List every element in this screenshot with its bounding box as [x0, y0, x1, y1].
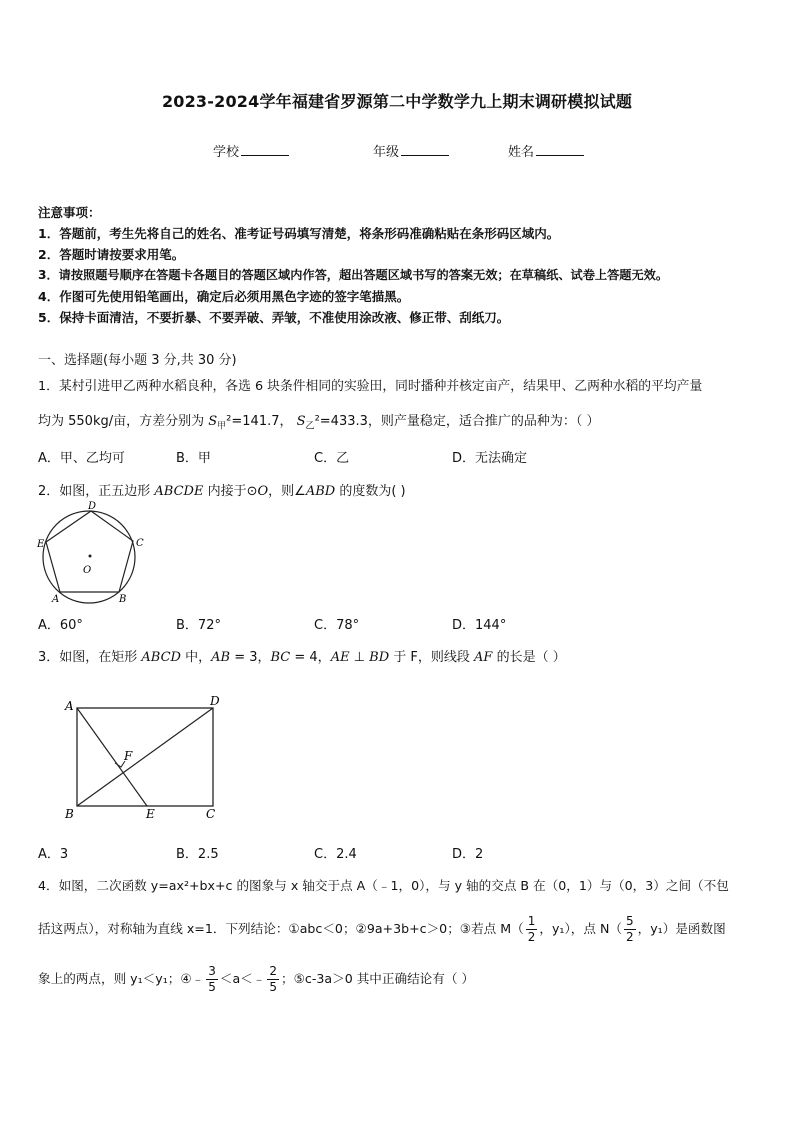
q3-rect-name: ABCD: [141, 650, 181, 665]
fraction-1: [206, 964, 218, 995]
note-item: 1．答题前，考生先将自己的姓名、准考证号码填写清楚，将条形码准确粘贴在条形码区域内。: [38, 226, 560, 241]
q2-circle-name: O: [257, 484, 269, 499]
label-b: B: [65, 807, 74, 821]
label-e: E: [37, 539, 45, 550]
page-title: 2023-2024学年福建省罗源第二中学数学九上期末调研模拟试题: [161, 92, 633, 111]
q1-variance-symbol: S: [208, 414, 218, 429]
diagonal-bd: [77, 708, 213, 806]
q2-option-a[interactable]: A．60°: [38, 618, 83, 633]
note-item: 3．请按照题号顺序在答题卡各题目的答题区域内作答，超出答题区域书写的答案无效；在草稿纸、试卷上答题无效。: [38, 268, 669, 282]
q4-stem-line2: [38, 906, 726, 952]
grade-field[interactable]: [373, 141, 449, 160]
q1-stem-line1: 1．某村引进甲乙两种水稻良种，各选 6 块条件相同的实验田，同时播种并核定亩产，结果甲、乙两种水稻的平均产量: [38, 379, 703, 394]
q3-ab-value: = 3，: [230, 650, 271, 665]
fraction-numerator: 5: [625, 914, 634, 928]
name-blank[interactable]: [536, 144, 584, 156]
school-label: 学校: [213, 145, 240, 160]
fraction-numerator: 1: [527, 914, 536, 928]
q3-option-a[interactable]: A．3: [38, 847, 69, 862]
q3-af: AF: [474, 650, 493, 665]
label-c: C: [136, 538, 144, 549]
name-label: 姓名: [508, 145, 535, 160]
school-blank[interactable]: [241, 144, 289, 156]
fraction-m: [526, 914, 538, 945]
q4-text-2c: ，y₁）是函数图: [637, 921, 726, 936]
q4-text-2b: ，y₁），点 N（: [539, 921, 622, 936]
q1-sub-yi: 乙: [305, 421, 315, 432]
fraction-2: [267, 964, 279, 995]
q1-variance-symbol: S: [296, 414, 306, 429]
q3-bc-value: = 4，: [290, 650, 331, 665]
q3-rectangle-figure: [60, 690, 230, 825]
q3-stem: [38, 646, 566, 665]
q2-text-c: ，则∠: [268, 484, 306, 499]
center-dot: [89, 555, 92, 558]
q4-text-3b: ＜a＜﹣: [219, 971, 266, 986]
q1-stem-line2: [38, 410, 600, 432]
fraction-numerator: 2: [269, 964, 278, 978]
section-heading: 一、选择题(每小题 3 分,共 30 分): [38, 353, 237, 368]
note-item: 4．作图可先使用铅笔画出，确定后必须用黑色字迹的签字笔描黑。: [38, 289, 410, 304]
q4-text-3c: ；⑤c-3a＞0 其中正确结论有（ ）: [281, 971, 475, 986]
grade-blank[interactable]: [401, 144, 449, 156]
q1-option-d[interactable]: D．无法确定: [452, 451, 528, 466]
q1-value-yi: ²=433.3，则产量稳定，适合推广的品种为：（ ）: [314, 414, 600, 429]
q3-bc: BC: [270, 650, 291, 665]
q3-text-c: 于 F，则线段: [389, 650, 475, 665]
label-o: O: [83, 565, 92, 576]
q4-text-2a: 括这两点），对称轴为直线 x=1．下列结论：①abc＜0；②9a+3b+c＞0；③若点 M（: [38, 921, 524, 936]
fraction-denominator: 5: [208, 980, 216, 994]
label-c: C: [206, 807, 216, 821]
q2-pentagon-circle-figure: [34, 500, 154, 606]
q4-stem-line1: 4．如图，二次函数 y=ax²+bx+c 的图象与 x 轴交于点 A（﹣1，0），与 y 轴的交点 B 在（0，1）与（0，3）之间（不包: [38, 878, 729, 893]
q3-ae: AE: [330, 650, 350, 665]
q3-option-b[interactable]: B．2.5: [176, 847, 219, 862]
grade-label: 年级: [373, 145, 400, 160]
notes-heading: 注意事项：: [38, 205, 101, 220]
q2-stem: [38, 480, 406, 499]
q3-option-c[interactable]: C．2.4: [314, 847, 357, 862]
name-field[interactable]: [508, 141, 584, 160]
fraction-n: [624, 914, 636, 945]
fraction-numerator: 3: [208, 964, 216, 978]
label-d: D: [210, 694, 220, 708]
label-f: F: [124, 749, 133, 763]
q4-stem-line3: [38, 956, 474, 1002]
q4-text-3a: 象上的两点，则 y₁＜y₁；④﹣: [38, 971, 205, 986]
q3-perp: ⊥: [349, 650, 370, 665]
q1-sub-jia: 甲: [217, 421, 227, 432]
q2-text-d: 的度数为( ): [335, 484, 406, 499]
q2-pentagon-name: ABCDE: [154, 484, 204, 499]
q3-bd: BD: [369, 650, 390, 665]
fraction-denominator: 2: [527, 930, 536, 944]
label-a: A: [52, 594, 60, 605]
fraction-denominator: 2: [625, 930, 634, 944]
label-b: B: [119, 594, 127, 605]
q1-option-b[interactable]: B．甲: [176, 451, 211, 466]
segment-ae: [77, 708, 147, 806]
q3-option-d[interactable]: D．2: [452, 847, 484, 862]
q2-option-b[interactable]: B．72°: [176, 618, 221, 633]
q1-option-c[interactable]: C．乙: [314, 451, 350, 466]
q2-option-c[interactable]: C．78°: [314, 618, 360, 633]
q2-angle-name: ABD: [305, 484, 336, 499]
q1-text-a: 均为 550kg/亩，方差分别为: [38, 414, 209, 429]
label-a: A: [65, 699, 74, 713]
note-item: 2．答题时请按要求用笔。: [38, 247, 185, 262]
school-field[interactable]: [213, 141, 289, 160]
label-d: D: [88, 501, 97, 512]
q3-text-b: 中，: [180, 650, 212, 665]
q3-text-a: 3．如图，在矩形: [38, 650, 142, 665]
label-e: E: [146, 807, 155, 821]
q1-value-jia: ²=141.7，: [226, 414, 293, 429]
q3-text-d: 的长是（ ）: [492, 650, 566, 665]
q2-text-a: 2．如图，正五边形: [38, 484, 155, 499]
q2-option-d[interactable]: D．144°: [452, 618, 507, 633]
note-item: 5．保持卡面清洁，不要折暴、不要弄破、弄皱，不准使用涂改液、修正带、刮纸刀。: [38, 310, 510, 325]
q1-option-a[interactable]: A．甲、乙均可: [38, 451, 125, 466]
q2-text-b: 内接于⊙: [203, 484, 258, 499]
q3-ab: AB: [211, 650, 231, 665]
fraction-denominator: 5: [269, 980, 278, 994]
